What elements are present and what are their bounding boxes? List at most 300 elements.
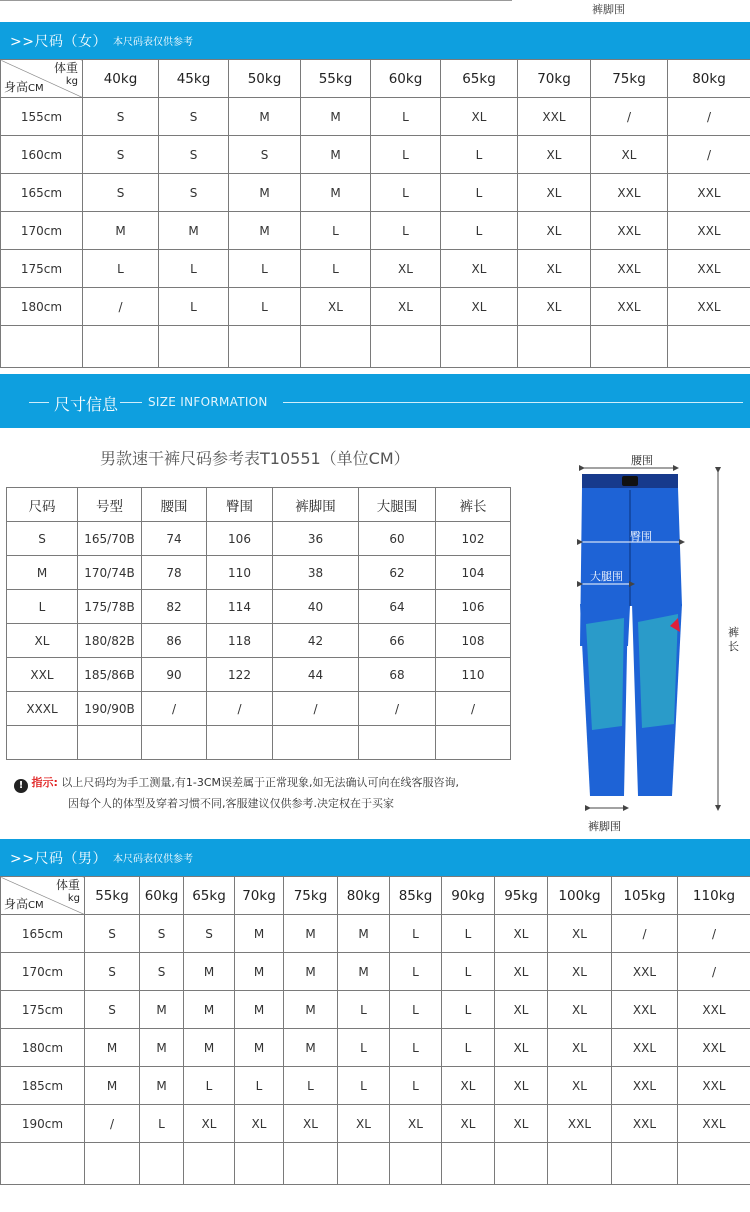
men-section-header <box>0 839 750 876</box>
size-cell: XL <box>441 250 518 288</box>
table-cell: L <box>7 590 78 624</box>
table-cell: 74 <box>142 522 207 556</box>
table-row <box>1 991 750 1029</box>
size-cell: M <box>85 1067 140 1105</box>
height-cell: 185cm <box>1 1067 85 1105</box>
height-cell: 170cm <box>1 953 85 991</box>
size-cell: XXL <box>612 953 678 991</box>
size-cell: XL <box>495 1029 548 1067</box>
corner-cell <box>1 877 85 915</box>
size-cell: M <box>301 136 371 174</box>
table-row <box>1 953 750 991</box>
table-row <box>7 658 511 692</box>
size-cell: XL <box>441 98 518 136</box>
table-cell: 86 <box>142 624 207 658</box>
size-cell: S <box>159 174 229 212</box>
size-cell: XL <box>390 1105 442 1143</box>
table-cell: 108 <box>436 624 511 658</box>
size-cell: XXL <box>612 1029 678 1067</box>
size-cell: L <box>371 212 441 250</box>
empty-cell <box>284 1143 338 1185</box>
table-cell: 114 <box>207 590 273 624</box>
size-cell: XXL <box>668 250 750 288</box>
column-header: 尺码 <box>7 488 78 522</box>
table-row <box>1 174 750 212</box>
size-cell: XL <box>548 1067 612 1105</box>
size-cell: XXL <box>548 1105 612 1143</box>
hip-label: 臀围 <box>630 530 652 543</box>
size-cell: M <box>284 953 338 991</box>
table-cell: XXXL <box>7 692 78 726</box>
table-row <box>1 288 750 326</box>
size-cell: XXL <box>668 212 750 250</box>
size-cell: XL <box>495 991 548 1029</box>
table-cell: / <box>142 692 207 726</box>
weight-header: 55kg <box>85 877 140 915</box>
height-text: 身高 <box>4 897 29 911</box>
size-cell: XXL <box>591 174 668 212</box>
size-cell: M <box>235 915 284 953</box>
top-strip <box>0 0 750 22</box>
women-size-table <box>0 59 750 368</box>
column-header: 腰围 <box>142 488 207 522</box>
empty-cell <box>1 1143 85 1185</box>
weight-axis-label <box>54 62 78 88</box>
height-unit: CM <box>28 83 44 94</box>
header-row <box>1 60 750 98</box>
pants-image <box>560 446 750 834</box>
table-row <box>1 915 750 953</box>
weight-header: 100kg <box>548 877 612 915</box>
size-cell: XL <box>495 915 548 953</box>
size-cell: L <box>441 212 518 250</box>
size-cell: XL <box>495 953 548 991</box>
weight-header: 95kg <box>495 877 548 915</box>
size-cell: M <box>229 212 301 250</box>
size-cell: XL <box>591 136 668 174</box>
table-cell: 40 <box>273 590 359 624</box>
size-info-title: 尺寸信息 <box>54 395 119 414</box>
women-section-header <box>0 22 750 59</box>
empty-row <box>7 726 511 760</box>
weight-header: 110kg <box>678 877 750 915</box>
corner-cell <box>1 60 83 98</box>
size-cell: M <box>184 1029 235 1067</box>
column-header: 裤长 <box>436 488 511 522</box>
size-cell: XL <box>518 174 591 212</box>
empty-cell <box>184 1143 235 1185</box>
table-cell: / <box>359 692 436 726</box>
empty-cell <box>273 726 359 760</box>
size-cell: M <box>229 174 301 212</box>
empty-cell <box>78 726 142 760</box>
size-cell: XL <box>184 1105 235 1143</box>
size-cell: / <box>668 98 750 136</box>
table-cell: M <box>7 556 78 590</box>
height-cell: 155cm <box>1 98 83 136</box>
size-cell: XL <box>548 1029 612 1067</box>
column-header: 号型 <box>78 488 142 522</box>
size-cell: L <box>338 1029 390 1067</box>
table-row <box>1 1067 750 1105</box>
weight-unit: kg <box>65 76 78 87</box>
empty-cell <box>85 1143 140 1185</box>
empty-cell <box>390 1143 442 1185</box>
table-row <box>1 1105 750 1143</box>
size-cell: L <box>159 288 229 326</box>
weight-header: 70kg <box>235 877 284 915</box>
empty-cell <box>495 1143 548 1185</box>
size-cell: L <box>442 915 495 953</box>
empty-cell <box>518 326 591 368</box>
empty-cell <box>1 326 83 368</box>
table-cell: 44 <box>273 658 359 692</box>
height-cell: 180cm <box>1 1029 85 1067</box>
table-cell: 66 <box>359 624 436 658</box>
table-cell: 175/78B <box>78 590 142 624</box>
hem-label-bottom: 裤脚围 <box>588 820 621 833</box>
size-cell: XL <box>441 288 518 326</box>
weight-header: 50kg <box>229 60 301 98</box>
weight-header: 65kg <box>184 877 235 915</box>
table-cell: 118 <box>207 624 273 658</box>
size-cell: S <box>159 136 229 174</box>
weight-unit: kg <box>67 893 80 904</box>
length-label: 裤长 <box>728 626 739 653</box>
size-cell: XXL <box>678 1067 750 1105</box>
weight-header: 80kg <box>668 60 750 98</box>
size-cell: XL <box>495 1067 548 1105</box>
spec-table <box>6 487 511 760</box>
column-header: 大腿围 <box>359 488 436 522</box>
size-cell: S <box>85 915 140 953</box>
size-cell: M <box>85 1029 140 1067</box>
size-cell: L <box>229 288 301 326</box>
size-cell: L <box>442 991 495 1029</box>
empty-cell <box>436 726 511 760</box>
table-row <box>1 1029 750 1067</box>
size-cell: S <box>159 98 229 136</box>
size-cell: S <box>83 174 159 212</box>
size-cell: M <box>338 953 390 991</box>
size-cell: XXL <box>612 991 678 1029</box>
table-cell: 64 <box>359 590 436 624</box>
empty-cell <box>441 326 518 368</box>
empty-cell <box>83 326 159 368</box>
empty-cell <box>359 726 436 760</box>
table-cell: XXL <box>7 658 78 692</box>
height-cell: 160cm <box>1 136 83 174</box>
size-cell: / <box>678 953 750 991</box>
size-cell: L <box>338 1067 390 1105</box>
size-cell: XL <box>518 136 591 174</box>
size-cell: XXL <box>678 1029 750 1067</box>
table-cell: 102 <box>436 522 511 556</box>
size-info-subtitle: SIZE INFORMATION <box>148 395 268 409</box>
height-cell: 190cm <box>1 1105 85 1143</box>
table-cell: 106 <box>436 590 511 624</box>
size-cell: M <box>301 98 371 136</box>
size-cell: L <box>441 174 518 212</box>
size-cell: / <box>591 98 668 136</box>
note-line-2: 因每个人的体型及穿着习惯不同,客服建议仅供参考.决定权在于买家 <box>68 797 394 810</box>
size-cell: XXL <box>668 288 750 326</box>
banner-line-left <box>29 402 49 403</box>
empty-cell <box>159 326 229 368</box>
weight-text: 体重 <box>55 878 80 892</box>
men-size-table <box>0 876 750 1185</box>
empty-cell <box>140 1143 184 1185</box>
size-cell: / <box>612 915 678 953</box>
size-cell: / <box>83 288 159 326</box>
weight-header: 105kg <box>612 877 678 915</box>
size-cell: L <box>390 1067 442 1105</box>
empty-cell <box>371 326 441 368</box>
weight-header: 70kg <box>518 60 591 98</box>
size-cell: M <box>235 991 284 1029</box>
height-cell: 165cm <box>1 915 85 953</box>
size-cell: XXL <box>591 250 668 288</box>
table-cell: 90 <box>142 658 207 692</box>
size-cell: L <box>442 953 495 991</box>
spec-table-title: 男款速干裤尺码参考表T10551（单位CM） <box>100 449 410 468</box>
size-cell: S <box>184 915 235 953</box>
divider <box>0 0 512 1</box>
weight-header: 75kg <box>591 60 668 98</box>
weight-header: 90kg <box>442 877 495 915</box>
size-cell: M <box>301 174 371 212</box>
weight-header: 60kg <box>140 877 184 915</box>
size-cell: L <box>301 250 371 288</box>
size-cell: L <box>338 991 390 1029</box>
empty-cell <box>142 726 207 760</box>
size-cell: M <box>229 98 301 136</box>
height-cell: 175cm <box>1 250 83 288</box>
size-cell: S <box>83 136 159 174</box>
table-cell: 170/74B <box>78 556 142 590</box>
table-cell: 110 <box>207 556 273 590</box>
size-cell: XXL <box>591 288 668 326</box>
empty-cell <box>678 1143 750 1185</box>
note-tag: 指示: <box>31 776 58 789</box>
size-cell: XL <box>442 1105 495 1143</box>
empty-row <box>1 1143 750 1185</box>
size-cell: XL <box>371 250 441 288</box>
table-cell: / <box>273 692 359 726</box>
table-cell: / <box>436 692 511 726</box>
size-cell: M <box>140 1067 184 1105</box>
table-cell: 106 <box>207 522 273 556</box>
table-row <box>1 212 750 250</box>
height-cell: 170cm <box>1 212 83 250</box>
empty-cell <box>591 326 668 368</box>
size-cell: L <box>390 953 442 991</box>
size-cell: L <box>140 1105 184 1143</box>
measurement-note <box>14 772 510 814</box>
size-cell: S <box>140 915 184 953</box>
empty-cell <box>207 726 273 760</box>
size-cell: M <box>184 991 235 1029</box>
size-cell: S <box>83 98 159 136</box>
size-cell: XL <box>442 1067 495 1105</box>
empty-cell <box>301 326 371 368</box>
size-cell: XL <box>338 1105 390 1143</box>
size-cell: M <box>284 991 338 1029</box>
women-section-title: >>尺码（女） <box>10 33 107 50</box>
table-cell: S <box>7 522 78 556</box>
table-row <box>1 98 750 136</box>
size-cell: XL <box>301 288 371 326</box>
thigh-label: 大腿围 <box>590 570 623 583</box>
weight-header: 45kg <box>159 60 229 98</box>
table-cell: 38 <box>273 556 359 590</box>
empty-cell <box>612 1143 678 1185</box>
table-cell: 190/90B <box>78 692 142 726</box>
weight-header: 40kg <box>83 60 159 98</box>
hem-label: 裤脚围 <box>592 3 625 16</box>
size-cell: M <box>140 991 184 1029</box>
size-cell: S <box>229 136 301 174</box>
size-cell: / <box>678 915 750 953</box>
size-cell: / <box>668 136 750 174</box>
size-cell: XL <box>548 915 612 953</box>
size-cell: M <box>159 212 229 250</box>
table-cell: 62 <box>359 556 436 590</box>
size-cell: XXL <box>668 174 750 212</box>
size-cell: XXL <box>678 991 750 1029</box>
table-row <box>1 136 750 174</box>
weight-header: 65kg <box>441 60 518 98</box>
size-cell: L <box>284 1067 338 1105</box>
table-cell: 42 <box>273 624 359 658</box>
size-cell: L <box>371 98 441 136</box>
table-row <box>7 624 511 658</box>
table-row <box>7 590 511 624</box>
weight-header: 60kg <box>371 60 441 98</box>
size-cell: XXL <box>612 1067 678 1105</box>
size-cell: XXL <box>518 98 591 136</box>
men-section-title: >>尺码（男） <box>10 850 107 867</box>
size-cell: M <box>284 1029 338 1067</box>
table-row <box>7 692 511 726</box>
size-cell: M <box>140 1029 184 1067</box>
height-cell: 180cm <box>1 288 83 326</box>
size-cell: L <box>390 915 442 953</box>
header-row <box>7 488 511 522</box>
weight-header: 55kg <box>301 60 371 98</box>
size-cell: S <box>140 953 184 991</box>
size-cell: S <box>85 991 140 1029</box>
size-cell: M <box>284 915 338 953</box>
size-cell: L <box>184 1067 235 1105</box>
belt-buckle <box>622 476 638 486</box>
table-cell: 36 <box>273 522 359 556</box>
info-icon: ! <box>14 779 28 793</box>
table-cell: 82 <box>142 590 207 624</box>
size-cell: M <box>338 915 390 953</box>
size-cell: L <box>390 991 442 1029</box>
size-info-banner <box>0 374 750 428</box>
table-cell: 122 <box>207 658 273 692</box>
size-cell: L <box>83 250 159 288</box>
empty-cell <box>338 1143 390 1185</box>
men-section-note: 本尺码表仅供参考 <box>112 854 193 865</box>
size-cell: L <box>442 1029 495 1067</box>
size-cell: L <box>229 250 301 288</box>
size-cell: L <box>371 136 441 174</box>
empty-cell <box>235 1143 284 1185</box>
right-knee-panel <box>638 614 678 728</box>
left-knee-panel <box>586 618 624 730</box>
size-cell: M <box>83 212 159 250</box>
weight-text: 体重 <box>53 61 78 75</box>
size-cell: XL <box>371 288 441 326</box>
height-unit: CM <box>28 900 44 911</box>
pants-illustration <box>560 446 750 834</box>
size-cell: L <box>159 250 229 288</box>
weight-header: 85kg <box>390 877 442 915</box>
size-cell: M <box>235 1029 284 1067</box>
table-cell: 68 <box>359 658 436 692</box>
header-row <box>1 877 750 915</box>
women-section-note: 本尺码表仅供参考 <box>112 37 193 48</box>
size-cell: XXL <box>591 212 668 250</box>
size-cell: XXL <box>612 1105 678 1143</box>
height-axis-label <box>4 78 44 95</box>
weight-axis-label <box>56 879 80 905</box>
table-cell: 185/86B <box>78 658 142 692</box>
height-cell: 175cm <box>1 991 85 1029</box>
size-cell: L <box>390 1029 442 1067</box>
size-cell: XL <box>548 991 612 1029</box>
size-cell: XL <box>548 953 612 991</box>
empty-cell <box>229 326 301 368</box>
size-cell: L <box>235 1067 284 1105</box>
size-cell: / <box>85 1105 140 1143</box>
table-cell: 110 <box>436 658 511 692</box>
size-cell: M <box>235 953 284 991</box>
size-cell: XXL <box>678 1105 750 1143</box>
table-cell: / <box>207 692 273 726</box>
size-cell: S <box>85 953 140 991</box>
banner-line-right <box>283 402 743 403</box>
height-axis-label <box>4 895 44 912</box>
table-cell: XL <box>7 624 78 658</box>
table-cell: 180/82B <box>78 624 142 658</box>
empty-row <box>1 326 750 368</box>
table-cell: 104 <box>436 556 511 590</box>
table-row <box>7 556 511 590</box>
size-cell: M <box>184 953 235 991</box>
column-header: 裤脚围 <box>273 488 359 522</box>
size-cell: XL <box>495 1105 548 1143</box>
empty-cell <box>7 726 78 760</box>
size-cell: L <box>441 136 518 174</box>
empty-cell <box>442 1143 495 1185</box>
height-cell: 165cm <box>1 174 83 212</box>
waist-label: 腰围 <box>631 454 653 467</box>
column-header: 臀围 <box>207 488 273 522</box>
size-cell: XL <box>235 1105 284 1143</box>
note-line-1: 以上尺码均为手工测量,有1-3CM误差属于正常现象,如无法确认可向在线客服咨询, <box>61 776 460 789</box>
weight-header: 80kg <box>338 877 390 915</box>
table-row <box>1 250 750 288</box>
table-cell: 78 <box>142 556 207 590</box>
empty-cell <box>548 1143 612 1185</box>
size-cell: XL <box>284 1105 338 1143</box>
table-row <box>7 522 511 556</box>
size-cell: XL <box>518 250 591 288</box>
